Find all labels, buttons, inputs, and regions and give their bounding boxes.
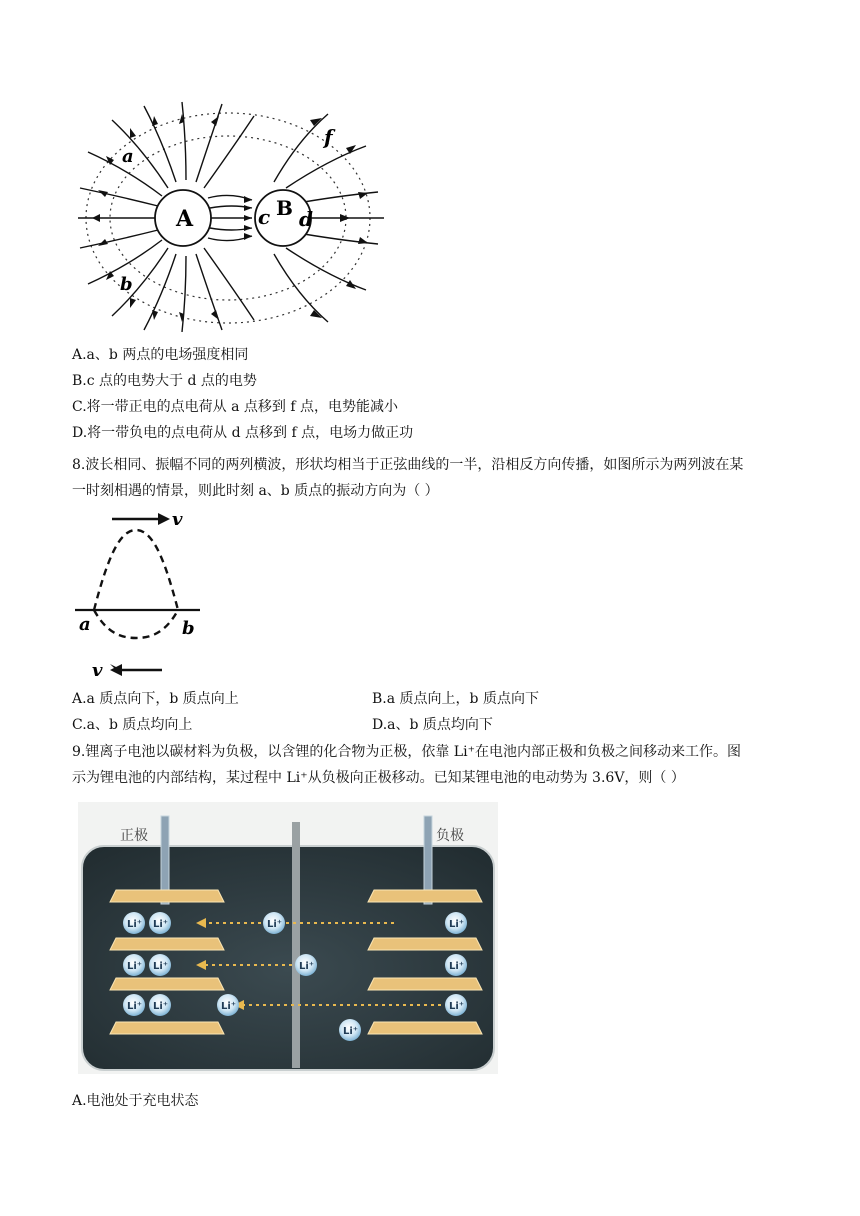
label-a: a: [122, 146, 134, 167]
q7-option-c: C.将一带正电的点电荷从 a 点移到 f 点，电势能减小: [72, 399, 398, 415]
label-f: f: [324, 125, 333, 149]
wave-figure: [72, 504, 212, 684]
q8-stem-line1: 8.波长相同、振幅不同的两列横波，形状均相当于正弦曲线的一半，沿相反方向传播，如图所示为两列波在某: [72, 457, 744, 473]
q8-option-d: D.a、b 质点均向下: [372, 717, 493, 733]
lithium-battery-figure: [78, 802, 498, 1074]
ion-label: Li⁺: [153, 1001, 169, 1012]
q8-option-a: A.a 质点向下，b 质点向上: [72, 691, 239, 707]
label-d: d: [299, 207, 313, 231]
ion-label: Li⁺: [449, 961, 465, 972]
q8-option-c: C.a、b 质点均向上: [72, 717, 193, 733]
ion-label: Li⁺: [127, 1001, 143, 1012]
q8-stem-line2: 一时刻相遇的情景，则此时刻 a、b 质点的振动方向为（ ）: [72, 483, 439, 499]
q7-option-d: D.将一带负电的点电荷从 d 点移到 f 点，电场力做正功: [72, 425, 414, 441]
ion-label: Li⁺: [343, 1026, 359, 1037]
q9-option-a: A.电池处于充电状态: [72, 1093, 199, 1109]
ion-label: Li⁺: [221, 1001, 237, 1012]
ion-label: Li⁺: [299, 961, 315, 972]
ion-label: Li⁺: [267, 919, 283, 930]
wave-label-b: b: [182, 618, 195, 639]
label-b: b: [120, 274, 133, 295]
q8-option-b: B.a 质点向上，b 质点向下: [372, 691, 539, 707]
wave-velocity-bottom: v: [92, 660, 103, 681]
label-c: c: [258, 205, 271, 229]
ion-label: Li⁺: [449, 1001, 465, 1012]
negative-electrode-label: 负极: [436, 828, 464, 844]
wave-velocity-top: v: [172, 509, 183, 530]
q7-option-a: A.a、b 两点的电场强度相同: [72, 347, 249, 363]
electric-field-figure: [78, 100, 388, 332]
ion-label: Li⁺: [153, 919, 169, 930]
q7-option-b: B.c 点的电势大于 d 点的电势: [72, 373, 257, 389]
label-B: B: [276, 196, 293, 220]
ion-label: Li⁺: [449, 919, 465, 930]
wave-label-a: a: [79, 614, 91, 635]
q9-stem-line2: 示为锂电池的内部结构，某过程中 Li⁺从负极向正极移动。已知某锂电池的电动势为 3.6V，则（ ）: [72, 770, 685, 786]
ion-label: Li⁺: [127, 919, 143, 930]
ion-label: Li⁺: [153, 961, 169, 972]
positive-electrode-label: 正极: [120, 828, 148, 844]
ion-label: Li⁺: [127, 961, 143, 972]
label-A: A: [176, 206, 194, 232]
q9-stem-line1: 9.锂离子电池以碳材料为负极，以含锂的化合物为正极，依靠 Li⁺在电池内部正极和负极之间移动来工作。图: [72, 744, 741, 760]
